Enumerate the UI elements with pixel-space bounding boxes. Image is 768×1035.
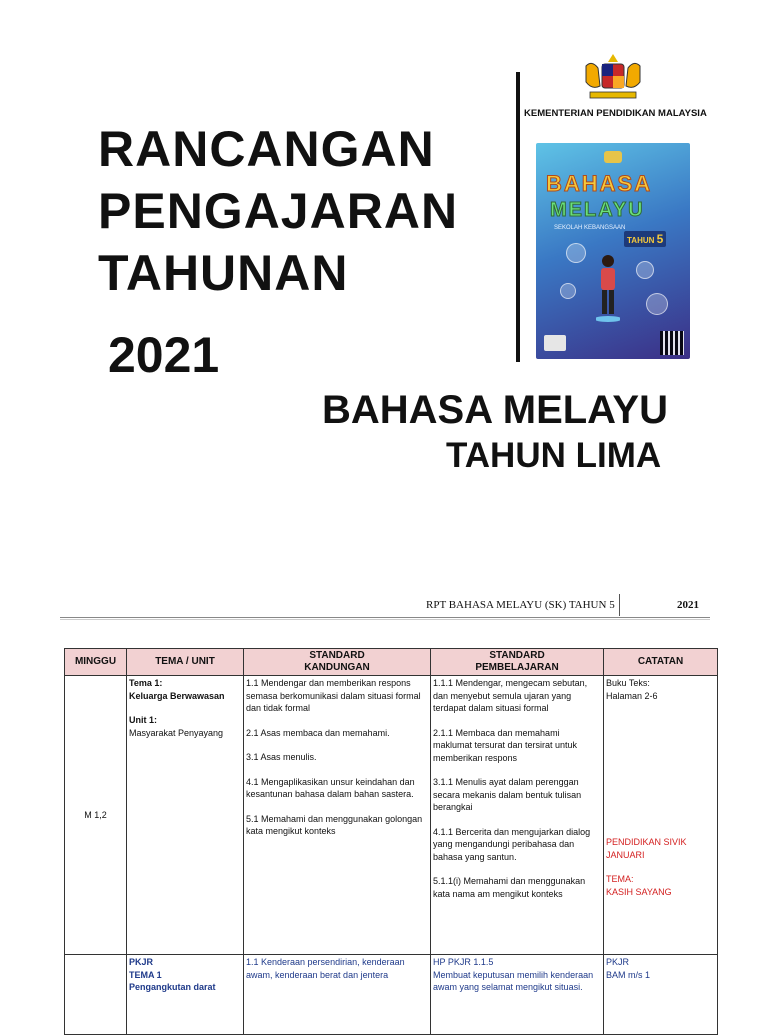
week-cell: M 1,2 <box>65 676 127 955</box>
header-rule-secondary <box>60 619 710 620</box>
pkjr-tema-cell <box>127 955 244 1035</box>
pkjr-tema: TEMA 1 <box>129 969 162 980</box>
book-tahun-number: 5 <box>656 232 664 246</box>
decor-bubble <box>636 261 654 279</box>
tema-name: Keluarga Berwawasan <box>129 690 225 701</box>
textbook-cover-image <box>536 143 690 359</box>
qr-code-icon <box>660 331 684 355</box>
sp-header-line2: PEMBELAJARAN <box>475 662 559 673</box>
document-header-title: RPT BAHASA MELAYU (SK) TAHUN 5 <box>426 599 615 611</box>
ministry-name: KEMENTERIAN PENDIDIKAN MALAYSIA <box>524 108 707 119</box>
sp-item: 4.1.1 Bercerita dan mengujarkan dialog yang mengandungi peribahasa dan bahasa yang santun. <box>433 826 591 862</box>
pkjr-catatan-ref: BAM m/s 1 <box>606 969 651 980</box>
sp-header-line1: STANDARD <box>489 650 545 661</box>
unit-label: Unit 1: <box>129 715 157 725</box>
pkjr-standard-pembelajaran-cell <box>431 955 604 1035</box>
civic-theme-value: KASIH SAYANG <box>606 886 672 897</box>
cover-title-line1: RANCANGAN <box>98 121 435 177</box>
civic-education-label: PENDIDIKAN SIVIK <box>606 837 687 847</box>
pkjr-catatan-label: PKJR <box>606 957 630 967</box>
pkjr-catatan-cell <box>604 955 718 1035</box>
standard-kandungan-cell <box>244 676 431 955</box>
cover-year: 2021 <box>108 327 220 383</box>
col-header-minggu: MINGGU <box>65 649 127 676</box>
decor-bubble <box>560 283 576 299</box>
pkjr-topic: Pengangkutan darat <box>129 982 216 992</box>
sk-header-line1: STANDARD <box>309 650 365 661</box>
unit-name: Masyarakat Penyayang <box>129 727 224 738</box>
col-header-tema: TEMA / UNIT <box>127 649 244 676</box>
catatan-page: Halaman 2-6 <box>606 690 658 701</box>
sk-item: 1.1 Mendengar dan memberikan respons semasa berkomunikasi dalam situasi formal dan tidak formal <box>246 678 421 713</box>
pkjr-sp-code: HP PKJR 1.1.5 <box>433 957 494 967</box>
sk-item: 3.1 Asas menulis. <box>246 752 317 762</box>
sp-item: 2.1.1 Membaca dan memahami maklumat tersurat dan tersirat untuk memberikan respons <box>433 727 578 763</box>
book-tahun-badge <box>624 231 666 247</box>
decor-bubble <box>646 293 668 315</box>
cover-title <box>98 118 458 304</box>
header-separator <box>619 594 620 616</box>
header-rule <box>60 617 710 618</box>
book-tahun-label: TAHUN <box>627 236 655 245</box>
decor-bubble <box>566 243 586 263</box>
tema-cell <box>127 676 244 955</box>
civic-theme-label: TEMA: <box>606 874 634 884</box>
document-header-year: 2021 <box>677 599 699 611</box>
malaysia-crest-icon <box>578 52 648 102</box>
catatan-book: Buku Teks: <box>606 678 650 688</box>
sk-item: 2.1 Asas membaca dan memahami. <box>246 727 390 738</box>
civic-month: JANUARI <box>606 849 645 860</box>
book-crest-icon <box>604 151 622 163</box>
cover-title-line2: PENGAJARAN <box>98 183 459 239</box>
sk-item: 4.1 Mengaplikasikan unsur keindahan dan kesantunan bahasa dalam bahan sastera. <box>246 776 415 799</box>
cover-subject: BAHASA MELAYU <box>322 388 668 432</box>
tema-label: Tema 1: <box>129 678 163 688</box>
cover-level: TAHUN LIMA <box>446 436 662 475</box>
student-figure-icon <box>596 253 620 323</box>
sp-item: 1.1.1 Mendengar, mengecam sebutan, dan menyebut semula ujaran yang terdapat dalam situasi formal <box>433 678 588 713</box>
book-title-line2: MELAYU <box>550 199 645 221</box>
book-title-line1: BAHASA <box>546 171 653 196</box>
col-header-standard-pembelajaran <box>431 649 604 676</box>
week-cell-empty <box>65 955 127 1035</box>
sk-item: 5.1 Memahami dan menggunakan golongan kata mengikut konteks <box>246 813 423 836</box>
pkjr-standard-kandungan-cell: 1.1 Kenderaan persendirian, kenderaan awam, kenderaan berat dan jentera <box>244 955 431 1035</box>
pkjr-label: PKJR <box>129 957 154 967</box>
col-header-standard-kandungan <box>244 649 431 676</box>
book-subtitle: SEKOLAH KEBANGSAAN <box>554 225 626 231</box>
rpt-table <box>64 648 718 1035</box>
catatan-cell <box>604 676 718 955</box>
pkjr-sp-text: Membuat keputusan memilih kenderaan awam yang selamat mengikut situasi. <box>433 969 594 992</box>
col-header-catatan: CATATAN <box>604 649 718 676</box>
sk-header-line2: KANDUNGAN <box>304 662 370 673</box>
cover-divider <box>516 72 520 362</box>
table-header-row <box>65 649 718 676</box>
sp-item: 3.1.1 Menulis ayat dalam perenggan secara mekanis dalam bentuk tulisan berangkai <box>433 777 582 812</box>
standard-pembelajaran-cell <box>431 676 604 955</box>
cover-title-line3: TAHUNAN <box>98 245 349 301</box>
table-row <box>65 955 718 1035</box>
table-row <box>65 676 718 955</box>
kssr-logo-icon <box>544 335 566 351</box>
sp-item: 5.1.1(i) Memahami dan menggunakan kata nama am mengikut konteks <box>433 876 586 899</box>
